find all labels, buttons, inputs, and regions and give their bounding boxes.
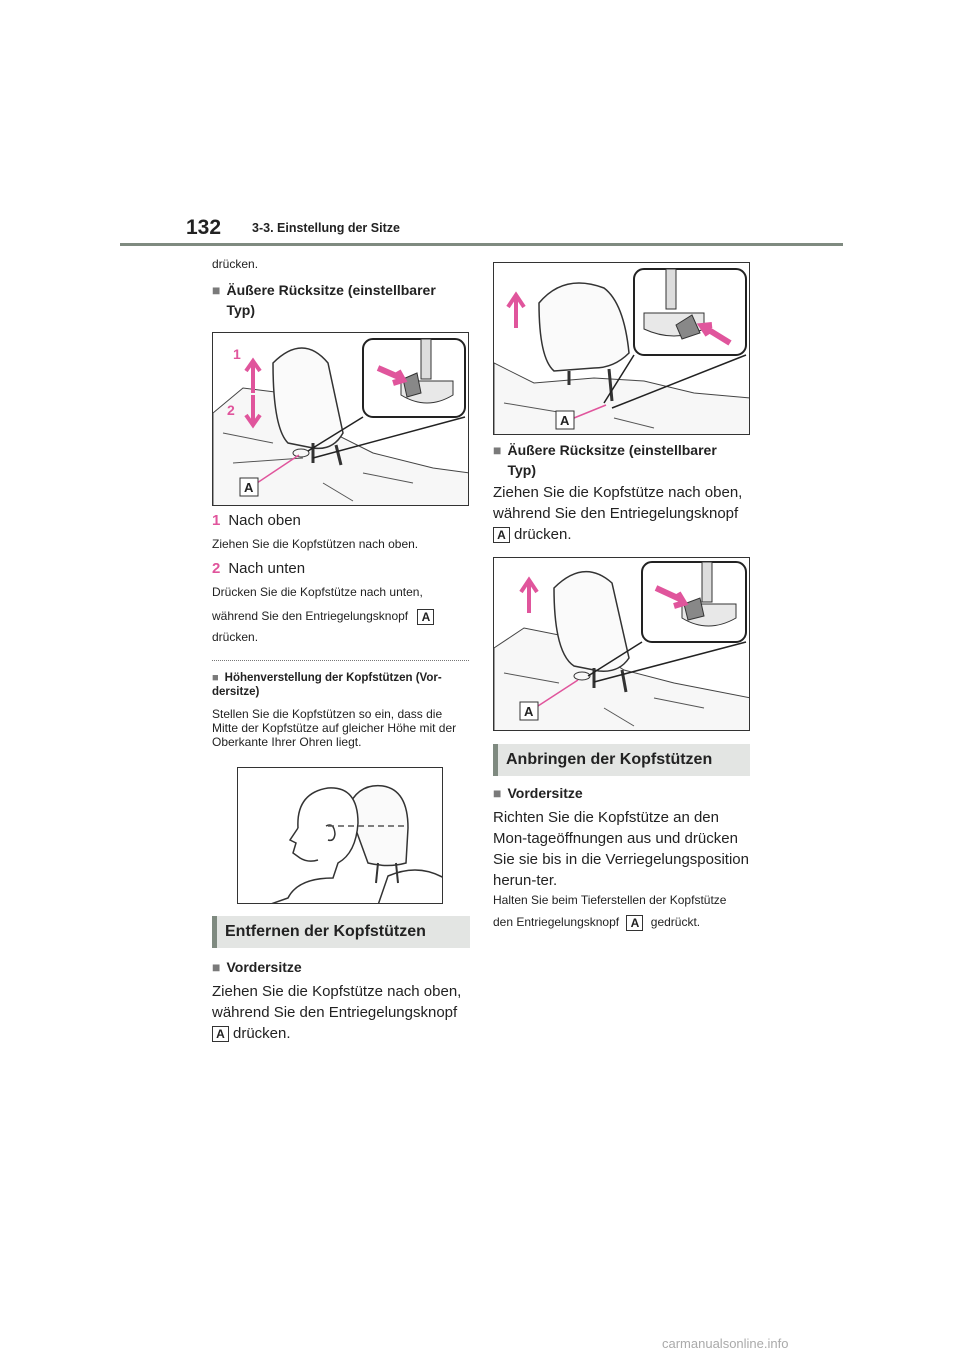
heading-front-seats-install	[493, 783, 583, 803]
square-bullet-icon: ■	[493, 442, 502, 458]
figure-rear-headrest-remove	[493, 262, 750, 435]
step2-text-b-line	[212, 609, 434, 625]
height-heading-text: Höhenverstellung der Kopfstützen (Vor-dersitze)	[212, 672, 442, 698]
release-button-label-box: A	[212, 1026, 229, 1042]
figure-rear-headrest-install	[493, 557, 750, 731]
step1-number: 1	[212, 512, 221, 529]
square-bullet-icon: ■	[212, 959, 221, 975]
step2-text-c: drücken.	[212, 630, 259, 644]
install-note-line	[493, 915, 700, 931]
fig-install-label-a: A	[524, 704, 534, 719]
step2-heading	[212, 558, 305, 579]
heading-front-seats-remove	[212, 957, 302, 977]
remove-rear-text-c: drücken.	[514, 526, 572, 543]
install-note-a: Halten Sie beim Tieferstellen der Kopfstütze	[493, 893, 727, 907]
section-title: 3-3. Einstellung der Sitze	[252, 221, 400, 235]
figure-rear-headrest-adjust	[212, 332, 469, 506]
install-note-b: den Entriegelungsknopf	[493, 915, 620, 930]
section-banner-install: Anbringen der Kopfstützen	[493, 744, 750, 776]
ear-height-illustration	[238, 768, 443, 904]
remove-rear-text-c-line	[493, 524, 572, 545]
install-note-c: gedrückt.	[650, 915, 701, 930]
remove-text-c-line	[212, 1023, 291, 1044]
square-bullet-icon: ■	[212, 282, 221, 298]
remove-text-a: Ziehen Sie die Kopfstütze nach oben,	[212, 983, 462, 1000]
figure-headrest-ear-height	[237, 767, 443, 904]
fig1-label-2: 2	[227, 402, 235, 418]
footer-watermark: carmanualsonline.info	[662, 1336, 789, 1351]
headrest-install-illustration	[494, 558, 750, 731]
release-button-label-box: A	[493, 527, 510, 543]
install-text: Richten Sie die Kopfstütze an den Mon-tageöffnungen aus und drücken Sie sie bis in die Verriegelungsposition herun-ter.	[493, 809, 749, 889]
remove-rear-text-b: während Sie den Entriegelungsknopf	[493, 505, 739, 522]
headrest-illustration	[213, 333, 469, 506]
header-divider	[120, 243, 843, 246]
fig-remove-label-a: A	[560, 413, 570, 428]
heading-text: Äußere Rücksitze (einstellbarer Typ)	[507, 442, 717, 478]
step2-text-a: Drücken Sie die Kopfstütze nach unten,	[212, 585, 423, 599]
remove-text-b: während Sie den Entriegelungsknopf	[212, 1004, 458, 1021]
square-bullet-icon: ■	[493, 785, 502, 801]
headrest-remove-illustration	[494, 263, 750, 435]
heading-text: Äußere Rücksitze (einstellbarer Typ)	[226, 282, 436, 318]
release-button-label-box: A	[417, 609, 434, 625]
remove-text-c: drücken.	[233, 1025, 291, 1042]
remove-rear-text-a: Ziehen Sie die Kopfstütze nach oben,	[493, 484, 743, 501]
section-banner-remove: Entfernen der Kopfstützen	[212, 916, 470, 948]
height-adjust-text: Stellen Sie die Kopfstützen so ein, dass die Mitte der Kopfstütze auf gleicher Höhe mit der Oberkante Ihrer Ohren liegt.	[212, 707, 457, 749]
step1-text: Ziehen Sie die Kopfstützen nach oben.	[212, 537, 419, 551]
fig1-label-1: 1	[233, 346, 241, 362]
release-button-label-box: A	[626, 915, 643, 931]
step1-title: Nach oben	[228, 512, 301, 529]
dotted-divider	[212, 660, 469, 661]
heading-outer-rear-seats-remove	[493, 440, 743, 480]
heading-text: Vordersitze	[507, 785, 583, 801]
intro-text: drücken.	[212, 257, 259, 271]
step2-number: 2	[212, 560, 221, 577]
step1-heading	[212, 510, 301, 531]
step2-text-b: während Sie den Entriegelungsknopf	[212, 609, 409, 624]
step2-title: Nach unten	[228, 560, 306, 577]
page-number: 132	[186, 216, 222, 239]
fig1-label-a: A	[244, 480, 254, 495]
heading-text: Vordersitze	[226, 959, 302, 975]
heading-outer-rear-seats	[212, 280, 462, 320]
heading-height-adjust	[212, 671, 470, 699]
square-bullet-icon: ■	[212, 672, 219, 684]
